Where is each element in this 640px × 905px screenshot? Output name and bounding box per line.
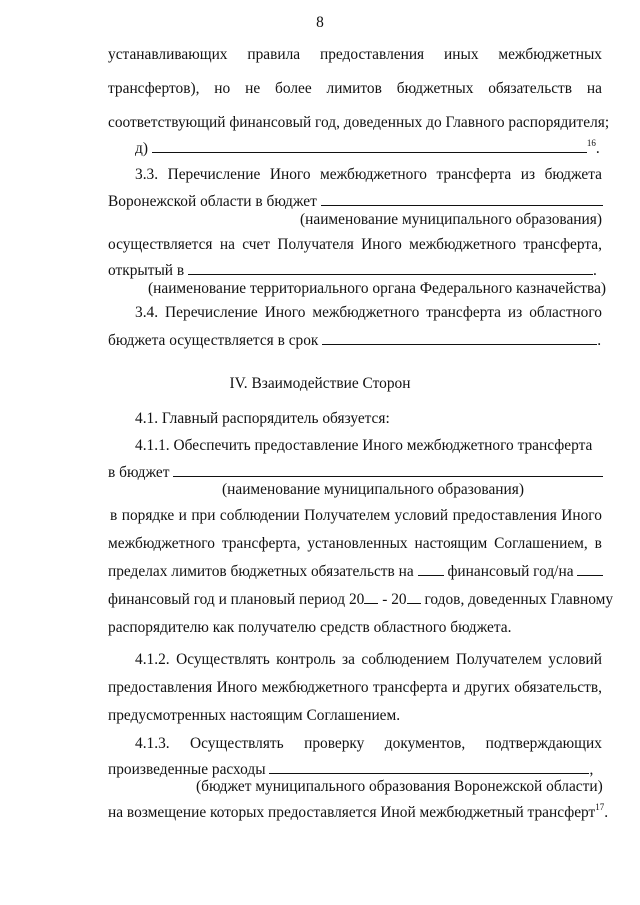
item-d-line: д) $^{16}$. [135,138,600,157]
word: не [245,80,261,97]
word: других [464,679,510,696]
word: Перечисление [165,304,258,321]
word: межбюджетного [108,535,215,552]
word: трансферта [436,166,512,183]
word: Иного [216,679,258,696]
s411-line-4 [108,535,602,553]
item-d-blank[interactable] [152,140,587,153]
word: обязательств, [514,679,602,696]
s33-caption-municipality: (наименование муниципального образования) [300,211,602,228]
word: Перечисление [167,166,261,183]
item-d-label: д) [135,140,148,157]
p1-line-2 [108,80,602,98]
s411-line-3 [110,507,602,525]
word: трансфертов), [108,80,200,97]
word: бюджета [544,166,602,183]
word: в [594,535,602,552]
section-title: IV. Взаимодействие Сторон [229,375,411,392]
s411-line-6: финансовый год и плановый период 20 - 20 годов, доведенных Главному [108,591,614,608]
s34-line-1 [135,304,602,322]
s33-line-1 [135,166,602,184]
p1-line-1 [108,46,602,64]
word: 3.4. [135,304,159,321]
p1-line-3: соответствующий финансовый год, доведенных до Главного распорядителя; [108,114,610,131]
s411-line-1: 4.1.1. Обеспечить предоставление Иного межбюджетного трансферта [135,437,593,454]
budget-blank[interactable] [173,464,603,477]
word: установленных [307,535,408,552]
footnote-ref-16: 16 [586,138,596,148]
word: межбюджетного [312,304,420,321]
word: Соглашением, [494,535,588,552]
deadline-blank[interactable] [322,332,597,345]
word: трансферта [426,304,501,321]
word: Получателем [455,651,542,668]
word: счет [242,236,271,253]
word: Иного [264,304,306,321]
year-blank-2[interactable] [577,563,603,576]
s412-line-2 [108,679,602,697]
year-blank-4[interactable] [407,591,421,604]
year-blank-3[interactable] [364,591,378,604]
word: трансферта [372,679,448,696]
s33-line-3 [108,236,602,254]
word: межбюджетного [409,236,517,253]
word: в [110,507,118,524]
word: трансферта, [523,236,602,253]
page-number: 8 [316,14,324,31]
word: Иного [561,507,602,524]
word: и [452,679,461,696]
word: иных [444,46,479,63]
word: трансферта, [221,535,301,552]
word: порядке [121,507,175,524]
word: обязательств [488,80,573,97]
word: правила [247,46,301,63]
word: но [214,80,231,97]
word: подтверждающих [485,735,602,752]
word: Осуществлять [190,735,284,752]
treasury-blank[interactable] [188,262,593,275]
word: лимитов [326,80,382,97]
s412-line-1 [135,651,602,669]
word: межбюджетного [261,679,369,696]
word: 4.1.2. [135,651,170,668]
word: Получателя [277,236,354,253]
word: предоставления [108,679,213,696]
word: и [178,507,187,524]
word: межбюджетного [320,166,427,183]
s413-caption-budget: (бюджет муниципального образования Воронежской области) [196,778,603,795]
word: Иного [361,236,402,253]
word: за [342,651,355,668]
word: более [275,80,312,97]
word: предоставления [319,46,425,63]
word: при [191,507,216,524]
municipality-blank[interactable] [321,193,603,206]
footnote-ref-17: 17 [595,802,605,812]
s411-line-5: пределах лимитов бюджетных обязательств на финансовый год/на [108,563,603,581]
word: осуществляется [108,236,213,253]
word: Получателем [304,507,391,524]
word: соблюдением [361,651,450,668]
word: устанавливающих [108,46,228,63]
word: условий [548,651,602,668]
expenses-blank[interactable] [269,761,589,774]
s412-line-3: предусмотренных настоящим Соглашением. [108,707,401,724]
word: областного [529,304,602,321]
word: настоящим [414,535,488,552]
word: из [507,304,523,321]
s413-line-2: произведенные расходы , [108,761,594,778]
year-blank-1[interactable] [418,563,444,576]
s413-line-3: на возмещение которых предоставляется Иной межбюджетный трансферт$^{17}$. [108,802,609,821]
s34-line-2: бюджета осуществляется в срок . [108,332,602,349]
word: соблюдении [219,507,300,524]
word: на [586,80,602,97]
s33-line-4: открытый в . [108,262,597,279]
s33-line-2: Воронежской области в бюджет [108,193,603,211]
s41-line: 4.1. Главный распорядитель обязуется: [135,410,390,427]
word: межбюджетных [498,46,602,63]
s411-line-2: в бюджет [108,464,603,482]
word: Иного [269,166,311,183]
word: проверку [304,735,365,752]
word: Осуществлять [176,651,270,668]
s413-line-1 [135,735,602,753]
word: 4.1.3. [135,735,170,752]
s411-line-7: распорядителю как получателю средств областного бюджета. [108,619,512,636]
word: на [219,236,235,253]
word: условий [394,507,449,524]
word: документов, [384,735,466,752]
word: предоставления [452,507,557,524]
word: бюджетных [396,80,474,97]
word: контроль [276,651,336,668]
s33-caption-treasury: (наименование территориального органа Федерального казначейства) [148,280,607,297]
word: 3.3. [135,166,159,183]
s411-caption-municipality: (наименование муниципального образования) [222,481,524,498]
word: из [520,166,536,183]
